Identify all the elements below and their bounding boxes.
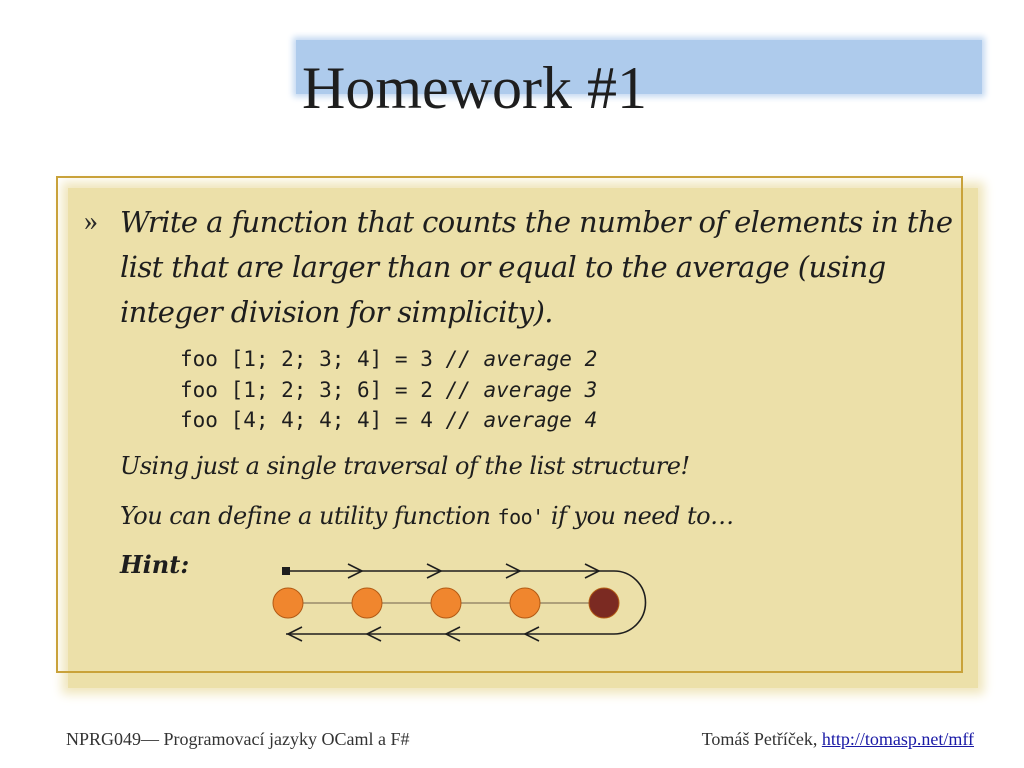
list-node: [431, 588, 461, 618]
bullet-marker: »: [84, 206, 98, 237]
footer-author: Tomáš Petříček, http://tomasp.net/mff: [701, 729, 974, 749]
utility-function-name: foo': [497, 505, 544, 529]
code-line: foo [4; 4; 4; 4] = 4 // average 4: [180, 408, 598, 432]
list-node: [510, 588, 540, 618]
code-examples: [180, 344, 597, 436]
hint-label: Hint:: [120, 550, 190, 579]
list-node: [273, 588, 303, 618]
traversal-diagram: [260, 558, 660, 648]
code-line: foo [1; 2; 3; 4] = 3 // average 2: [180, 347, 598, 371]
footer-course: NPRG049— Programovací jazyky OCaml a F#: [66, 729, 410, 749]
footer-link[interactable]: http://tomasp.net/mff: [821, 729, 974, 749]
note-utility: You can define a utility function foo' if you need to…: [120, 502, 734, 530]
code-line: foo [1; 2; 3; 6] = 2 // average 3: [180, 377, 598, 402]
note-traversal: Using just a single traversal of the list structure!: [120, 452, 690, 480]
list-node-last: [589, 588, 619, 618]
bullet-text: Write a function that counts the number of elements in the list that are larger than or equal to the average (using integer division for simplicity).: [120, 205, 953, 329]
page-title: Homework #1: [302, 55, 647, 121]
list-node: [352, 588, 382, 618]
